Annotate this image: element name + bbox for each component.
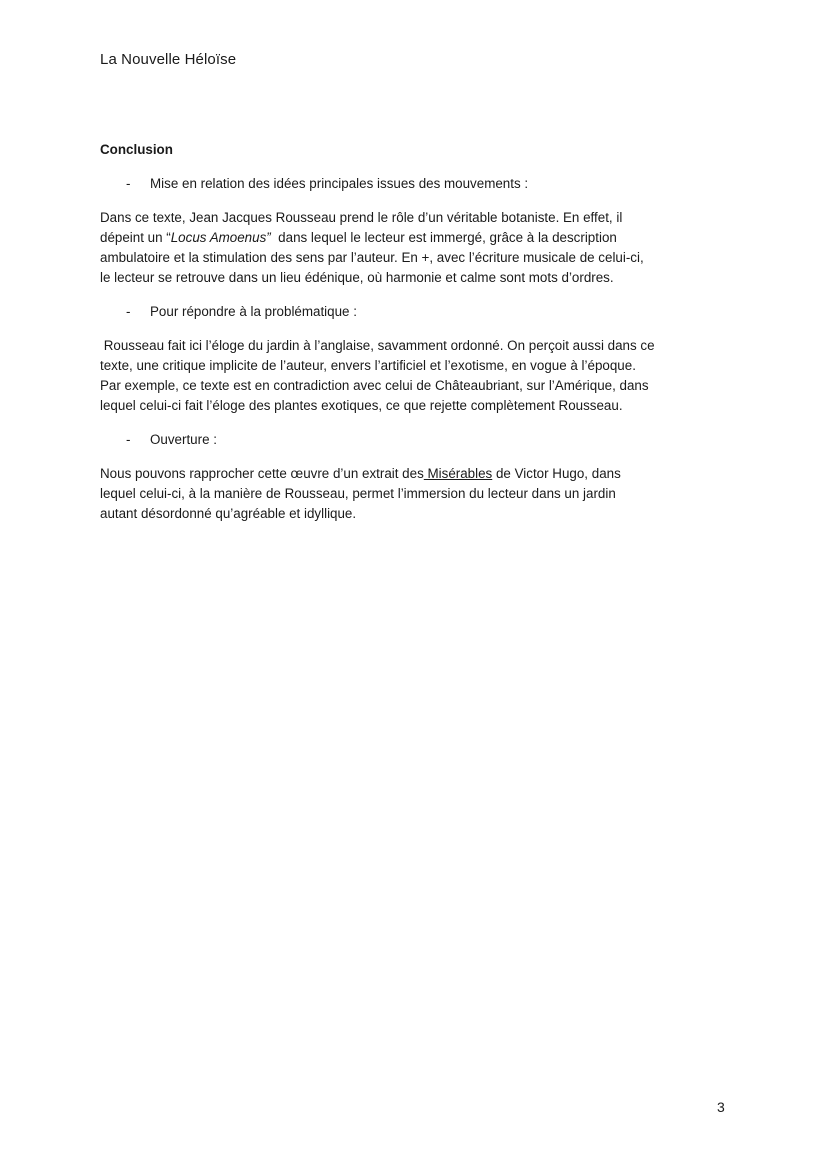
conclusion-section bbox=[100, 140, 725, 538]
text-run: de Victor Hugo, dans bbox=[492, 466, 621, 481]
bullet-text: Pour répondre à la problématique : bbox=[150, 304, 357, 319]
text-run: Nous pouvons rapprocher cette œuvre d’un extrait des bbox=[100, 466, 424, 481]
paragraph-line: lequel celui-ci fait l’éloge des plantes exotiques, ce que rejette complètement Rousseau. bbox=[100, 398, 623, 413]
text-run: dépeint un “ bbox=[100, 230, 171, 245]
document-header-title: La Nouvelle Héloïse bbox=[100, 51, 237, 68]
paragraph-line: texte, une critique implicite de l’auteur, envers l’artificiel et l’exotisme, en vogue à l’époque. bbox=[100, 358, 636, 373]
paragraph-line bbox=[100, 228, 725, 248]
section-heading: Conclusion bbox=[100, 142, 173, 157]
bullet-item-3 bbox=[100, 430, 725, 450]
text-run: dans lequel le lecteur est immergé, grâce à la description bbox=[270, 230, 617, 245]
bullet-dash: - bbox=[126, 432, 131, 447]
paragraph-line: Dans ce texte, Jean Jacques Rousseau prend le rôle d’un véritable botaniste. En effet, il bbox=[100, 210, 623, 225]
bullet-text: Mise en relation des idées principales issues des mouvements : bbox=[150, 176, 529, 191]
underlined-title: Misérables bbox=[423, 466, 493, 481]
bullet-item-1 bbox=[100, 174, 725, 194]
bullet-dash: - bbox=[126, 176, 131, 191]
paragraph-line: lequel celui-ci, à la manière de Rousseau, permet l’immersion du lecteur dans un jardin bbox=[100, 486, 616, 501]
paragraph-line: ambulatoire et la stimulation des sens par l’auteur. En +, avec l’écriture musicale de celui-ci, bbox=[100, 250, 644, 265]
paragraph-line: Rousseau fait ici l’éloge du jardin à l’anglaise, savamment ordonné. On perçoit aussi dans ce bbox=[100, 338, 655, 353]
page-number: 3 bbox=[717, 1099, 725, 1115]
paragraph-line: le lecteur se retrouve dans un lieu édénique, où harmonie et calme sont mots d’ordres. bbox=[100, 270, 614, 285]
paragraph-line: Par exemple, ce texte est en contradiction avec celui de Châteaubriant, sur l’Amérique, dans bbox=[100, 378, 649, 393]
italic-term: Locus Amoenus” bbox=[170, 230, 271, 245]
paragraph-2 bbox=[100, 336, 725, 416]
paragraph-line bbox=[100, 464, 725, 484]
paragraph-1 bbox=[100, 208, 725, 288]
bullet-text: Ouverture : bbox=[150, 432, 217, 447]
paragraph-line: autant désordonné qu’agréable et idyllique. bbox=[100, 506, 357, 521]
bullet-item-2 bbox=[100, 302, 725, 322]
paragraph-3 bbox=[100, 464, 725, 524]
bullet-dash: - bbox=[126, 304, 131, 319]
